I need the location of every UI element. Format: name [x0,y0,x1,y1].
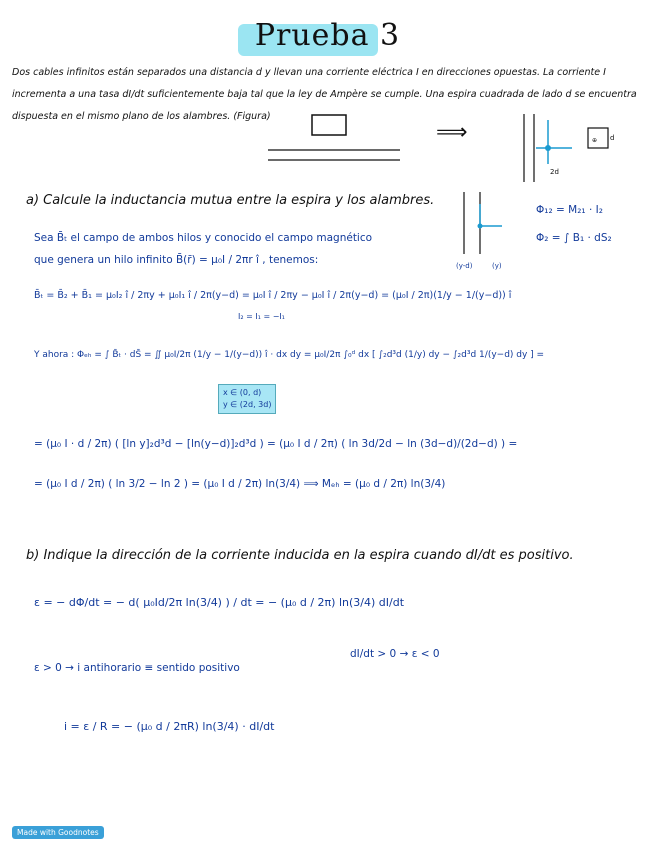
problem-statement: Dos cables infinitos están separados una distancia d y llevan una corriente eléctrica I en direcciones opuestas. La corriente I incrementa a una tasa dI/dt suficientemente baja tal que la ley de Ampère se cumple. Una espira cuadrada de lado d se encuentra dispuesta en el mismo plano de los alambres. (Figura) [12,67,637,122]
limit-x: x ∈ (0, d) [223,388,262,397]
equation-induced-current: i = ε / R = − (μ₀ d / 2πR) ln(3/4) · dI/dt [64,720,275,733]
sign-convention: ε > 0 → i antihorario ≡ sentido positivo [34,662,240,674]
figure-rotated [510,112,620,184]
side-equation-2: Φ₂ = ∫ B₁ · dS₂ [536,232,612,244]
svg-text:2d: 2d [550,168,559,176]
limit-y: y ∈ (2d, 3d) [223,400,272,409]
equation-flux: Y ahora : Φₑₕ = ∫ B̄ₜ · dS̄ = ∬ μ₀I/2π (1/y − 1/(y−d)) î · dx dy = μ₀I/2π ∫₀ᵈ dx [ ∫₂d³d (1/y) dy − ∫₂d³d 1/(y−d) dy ] = [34,350,545,360]
question-a: a) Calcule la inductancia mutua entre la espira y los alambres. [26,193,435,208]
side-equation-1: Φ₁₂ = M₂₁ · I₂ [536,204,603,216]
loop-square [312,115,346,135]
equation-emf: ε = − dΦ/dt = − d( μ₀Id/2π ln(3/4) ) / dt = − (μ₀ d / 2π) ln(3/4) dI/dt [34,596,405,609]
equation-field-total: B̄ₜ = B̄₂ + B̄₁ = μ₀I₂ î / 2πy + μ₀I₁ î / 2π(y−d) = μ₀I î / 2πy − μ₀I î / 2π(y−d) = (μ₀I / 2π)(1/y − 1/(y−d)) î [34,290,512,301]
svg-text:d: d [610,134,615,142]
figure-loop-and-wires [260,110,410,170]
figure-part-a [452,188,522,272]
equation-condition: dI/dt > 0 → ε < 0 [350,648,440,660]
implies-arrow-icon: ⟹ [436,120,468,145]
equation-mutual-inductance: = (μ₀ I d / 2π) ( ln 3/2 − ln 2 ) = (μ₀ I d / 2π) ln(3/4) ⟹ Mₑₕ = (μ₀ d / 2π) ln(3/4) [34,478,446,490]
intro-line-2: que genera un hilo infinito B̄(r̄) = μ₀I / 2πr î , tenemos: [34,254,319,266]
equation-log-evaluation: = (μ₀ I · d / 2π) ( [ln y]₂d³d − [ln(y−d)]₂d³d ) = (μ₀ I d / 2π) ( ln 3d/2d − ln (3d−d)/(2d−d) ) = [34,438,518,450]
intro-line-1: Sea B̄ₜ el campo de ambos hilos y conocido el campo magnético [34,232,373,244]
equation-current-note: I₂ = I₁ = −I₁ [238,312,285,321]
svg-text:(y-d): (y-d) [456,262,473,270]
svg-text:(y): (y) [492,262,502,270]
question-b: b) Indique la dirección de la corriente inducida en la espira cuando dI/dt es positivo. [26,548,574,563]
integration-limits-box [218,384,276,414]
svg-text:⊕: ⊕ [592,137,598,144]
page-title: Prueba 3 [254,18,401,53]
goodnotes-badge: Made with Goodnotes [12,826,104,839]
